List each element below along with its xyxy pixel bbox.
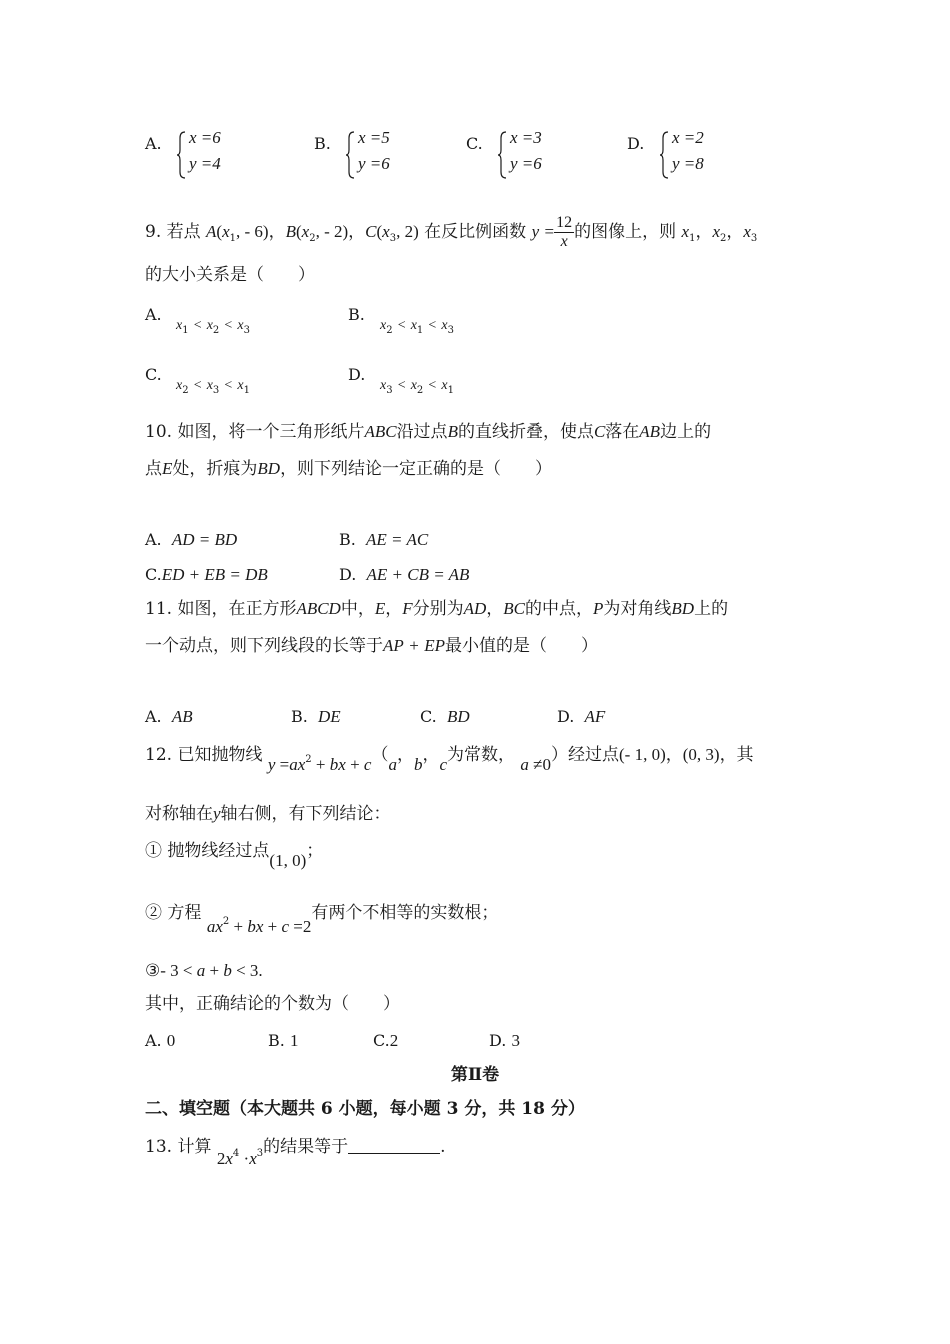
q11-option-a: A. AB bbox=[145, 707, 193, 726]
q11-option-d: D. AF bbox=[557, 707, 606, 726]
q12-conclusion-3: ③- 3 < a + b < 3. bbox=[145, 961, 263, 981]
q11-line1: 11. 如图，在正方形ABCD中，E，F分别为AD，BC的中点，P为对角线BD上的 bbox=[145, 599, 729, 619]
section-heading: 二、填空题（本大题共 6 小题，每小题 3 分，共 18 分） bbox=[145, 1099, 585, 1119]
q10-option-b: B. AE = AC bbox=[339, 530, 429, 549]
q9-line1: 9. 若点 $A(x_1$, - 6)，$B(x_2$, - 2)，$C(x_3$, 2) 在反比例函数 y = $\frac{12}{x}$ 的图像上，则 $x_1$，$x_2$，$x_3$ bbox=[145, 214, 758, 250]
q10-option-d: D. AE + CB = AB bbox=[339, 565, 470, 584]
q13-answer-blank bbox=[348, 1139, 440, 1154]
q12-conclusion-2: ② 方程 $ax_2$ + bx + c =2有两个不相等的实数根； bbox=[145, 903, 499, 936]
q9-option-c: C. bbox=[145, 365, 162, 384]
q12-option-c: C.2 bbox=[373, 1031, 399, 1050]
q9-option-a-expr: $x_1 < x_2 < x_3$ bbox=[176, 318, 250, 336]
q11-line2: 一个动点，则下列线段的长等于AP + EP最小值的是（ ） bbox=[145, 636, 598, 656]
q9-option-a: A. bbox=[145, 305, 162, 324]
q13-line: 13. 计算 $2x_4 \cdot x_3$的结果等于 . bbox=[145, 1137, 446, 1168]
q12-question: 其中，正确结论的个数为（ ） bbox=[145, 994, 400, 1014]
q9-option-d: D. bbox=[348, 365, 366, 384]
q12-line2: 对称轴在y轴右侧，有下列结论： bbox=[145, 804, 391, 824]
q8-option-d: D. bbox=[627, 134, 645, 153]
section-title: 第Ⅱ卷 bbox=[450, 1065, 500, 1085]
q10-option-a: A. AD = BD bbox=[145, 530, 238, 549]
q12-option-a: A. 0 bbox=[145, 1031, 176, 1050]
q12-option-d: D. 3 bbox=[489, 1031, 520, 1050]
q9-option-b: B. bbox=[348, 305, 365, 324]
q11-option-b: B. DE bbox=[291, 707, 341, 726]
q8-option-a: A. bbox=[145, 134, 162, 153]
q12-line1: 12. 已知抛物线 $y =ax^2$ + bx + c（a，b，c为常数， a ≠0）经过点(- 1, 0)，(0, 3)，其 bbox=[145, 745, 754, 774]
q10-line1: 10. 如图，将一个三角形纸片ABC沿过点B的直线折叠，使点C落在AB边上的 bbox=[145, 422, 712, 442]
q11-option-c: C. BD bbox=[420, 707, 470, 726]
q8-option-c: C. bbox=[466, 134, 483, 153]
q12-conclusion-1: ① 抛物线经过点(1, 0)； bbox=[145, 841, 324, 870]
q10-line2: 点E处，折痕为BD，则下列结论一定正确的是（ ） bbox=[145, 459, 553, 479]
q8-option-b: B. bbox=[314, 134, 331, 153]
q9-option-b-expr: $x_2 < x_1 < x_3$ bbox=[380, 318, 454, 336]
q10-option-c: C.ED + EB = DB bbox=[145, 565, 268, 584]
q12-option-b: B. 1 bbox=[268, 1031, 299, 1050]
q9-line2: 的大小关系是（ ） bbox=[145, 265, 315, 285]
q9-option-d-expr: $x_3 < x_2 < x_1$ bbox=[380, 378, 454, 396]
q9-option-c-expr: $x_2 < x_3 < x_1$ bbox=[176, 378, 250, 396]
